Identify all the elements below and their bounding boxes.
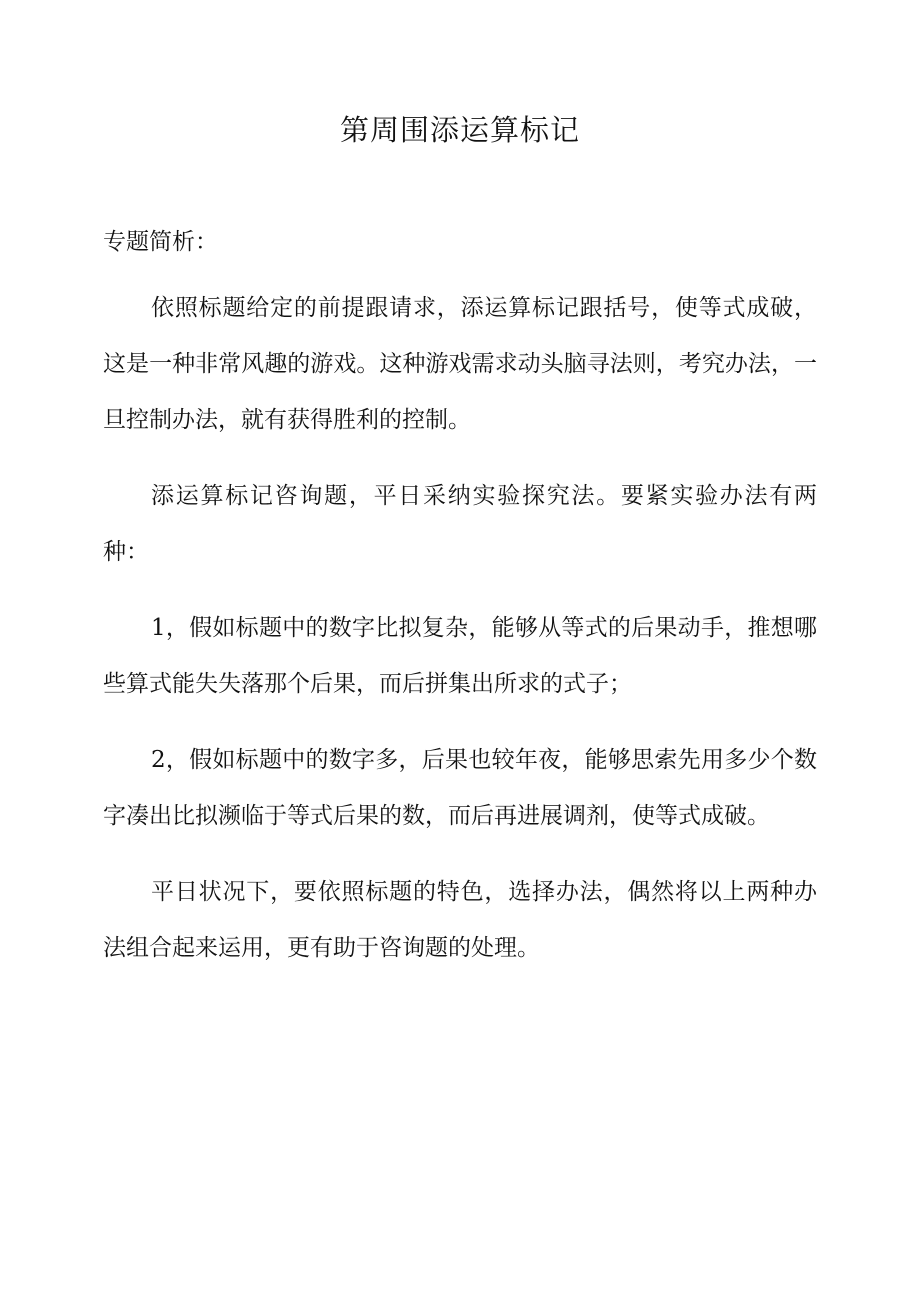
document-title: 第周围添运算标记 — [339, 113, 580, 147]
paragraph-intro: 依照标题给定的前提跟请求，添运算标记跟括号，使等式成破，这是一种非常风趣的游戏。这种游戏需求动头脑寻法则，考究办法，一旦控制办法，就有获得胜利的控制。 — [103, 295, 817, 433]
section-label: 专题简析： — [103, 229, 218, 255]
paragraph-method-1: 1，假如标题中的数字比拟复杂，能够从等式的后果动手，推想哪些算式能失失落那个后果，而后拼集出所求的式子； — [103, 615, 817, 697]
paragraph-method-overview: 添运算标记咨询题，平日采纳实验探究法。要紧实验办法有两种： — [103, 483, 817, 565]
document-body — [103, 224, 817, 996]
paragraph-method-2: 2，假如标题中的数字多，后果也较年夜，能够思索先用多少个数字凑出比拟濒临于等式后果的数，而后再进展调剂，使等式成破。 — [103, 747, 817, 829]
paragraph-conclusion: 平日状况下，要依照标题的特色，选择办法，偶然将以上两种办法组合起来运用，更有助于咨询题的处理。 — [103, 879, 817, 961]
